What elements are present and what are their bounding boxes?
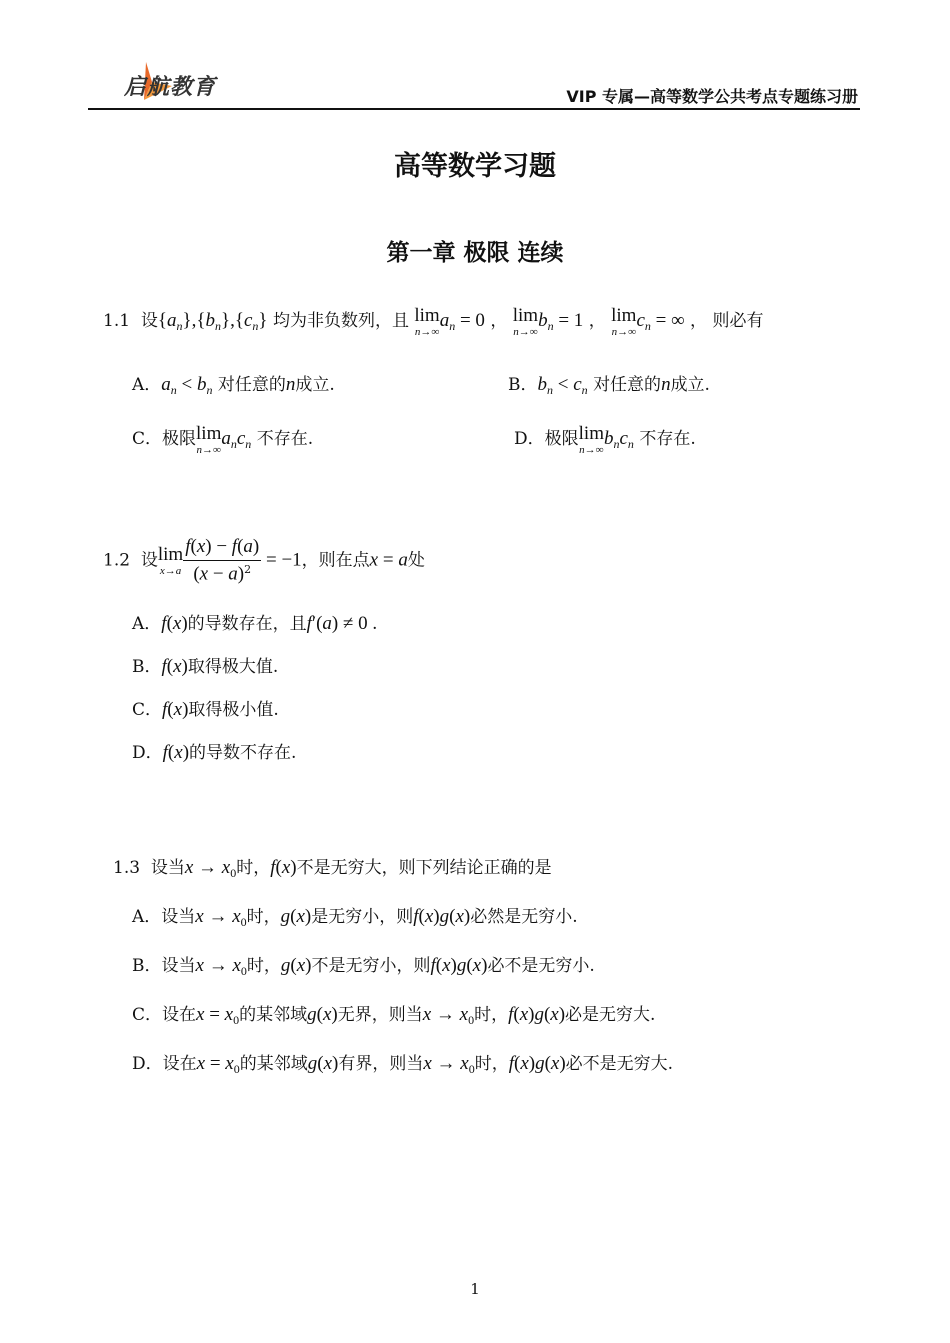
question-1-2: 1.2 设 lim x→a $\frac{f(x) - f(a)}{(x - a)^2}$ = −1，则在点x = a处 bbox=[103, 536, 425, 585]
option-1-3-b: B．设当$x \to x_0$时，g(x)不是无穷小，则f(x)g(x)必不是无穷小. bbox=[132, 955, 595, 978]
option-1-1-b: B．$b_n < c_n$ 对任意的n成立. bbox=[508, 374, 710, 397]
option-1-3-c: C．设在$x = x_0$的某邻域g(x)无界，则当$x \to x_0$时，f(x)g(x)必是无穷大. bbox=[132, 1004, 656, 1027]
header-title: VIP 专属—高等数学公共考点专题练习册 bbox=[566, 87, 858, 106]
chapter-heading: 第一章 极限 连续 bbox=[386, 240, 564, 266]
question-1-1: 1.1 设$\{a_n\},\{b_n\},\{c_n\}$ 均为非负数列，且 lim n→∞ $a_n = 0$ ， lim n→∞ $b_n = 1$ ， lim n→∞ $c_n$ = ∞ ， 则必有 bbox=[103, 305, 764, 338]
option-1-3-a: A．设当$x \to x_0$时，g(x)是无穷小，则f(x)g(x)必然是无穷小. bbox=[132, 906, 578, 929]
document-title: 高等数学习题 bbox=[394, 151, 556, 182]
logo-text: 启航教育 bbox=[124, 75, 217, 100]
option-1-2-a: A．f(x)的导数存在，且f′(a) ≠ 0 . bbox=[132, 613, 378, 634]
option-1-2-b: B．f(x)取得极大值. bbox=[132, 656, 279, 677]
option-1-3-d: D．设在$x = x_0$的某邻域g(x)有界，则当$x \to x_0$时，f(x)g(x)必不是无穷大. bbox=[132, 1053, 674, 1076]
option-1-1-d: D．极限 lim n→∞ $b_nc_n$ 不存在. bbox=[514, 423, 696, 456]
option-1-1-c: C．极限 lim n→∞ $a_nc_n$ 不存在. bbox=[132, 423, 314, 456]
question-1-3: 1.3 设当$x \to x_0$时，f(x)不是无穷大，则下列结论正确的是 bbox=[113, 857, 552, 880]
page-number: 1 bbox=[470, 1280, 480, 1298]
option-1-1-a: A．$a_n < b_n$ 对任意的n成立. bbox=[132, 374, 335, 397]
option-1-2-c: C．f(x)取得极小值. bbox=[132, 699, 279, 720]
option-1-2-d: D．f(x)的导数不存在. bbox=[132, 742, 297, 763]
header-divider bbox=[88, 108, 860, 110]
